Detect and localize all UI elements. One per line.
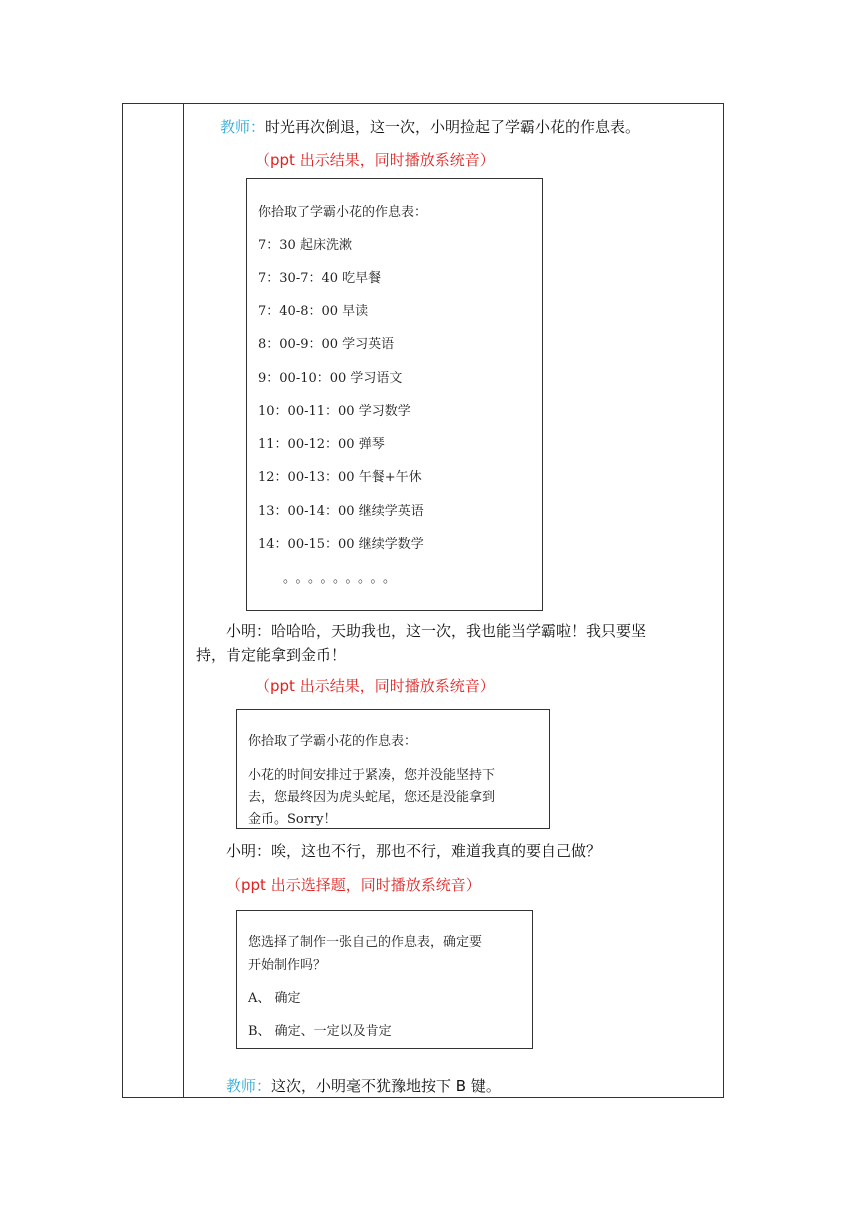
result-box: [236, 709, 550, 829]
xiaoming-line-1b: 持，肯定能拿到金币！: [196, 646, 347, 664]
teacher-text: 时光再次倒退，这一次，小明捡起了学霸小花的作息表。: [265, 118, 641, 136]
result-text-line: 小花的时间安排过于紧凑，您并没能坚持下: [248, 768, 496, 783]
ppt-note-3: （ppt 出示选择题，同时播放系统音）: [226, 876, 481, 894]
schedule-item: 13：00-14：00 继续学英语: [258, 504, 424, 519]
ppt-note-1: （ppt 出示结果，同时播放系统音）: [255, 151, 495, 169]
schedule-ellipsis: 。。。。。。。。。: [283, 571, 403, 586]
choice-option-b: B、 确定、一定以及肯定: [248, 1024, 392, 1039]
xiaoming-line-1a: 小明：哈哈哈，天助我也，这一次，我也能当学霸啦！我只要坚: [226, 622, 647, 640]
schedule-title: 你拾取了学霸小花的作息表：: [258, 205, 428, 220]
schedule-item: 7：30 起床洗漱: [258, 238, 352, 253]
result-text-line: 金币。Sorry！: [248, 812, 337, 827]
schedule-item: 14：00-15：00 继续学数学: [258, 537, 424, 552]
column-divider: [183, 104, 184, 1097]
schedule-item: 9：00-10：00 学习语文: [258, 371, 403, 386]
teacher-text: 这次，小明毫不犹豫地按下 B 键。: [271, 1077, 501, 1095]
teacher-line-1: [220, 116, 640, 138]
schedule-item: 11：00-12：00 弹琴: [258, 437, 385, 452]
choice-question-line: 您选择了制作一张自己的作息表，确定要: [248, 935, 483, 950]
xiaoming-line-2: 小明：唉，这也不行，那也不行，难道我真的要自己做？: [226, 842, 602, 860]
choice-box: [236, 910, 533, 1049]
teacher-label: 教师：: [226, 1077, 272, 1095]
schedule-item: 12：00-13：00 午餐+午休: [258, 470, 422, 485]
choice-option-a: A、 确定: [248, 991, 301, 1006]
teacher-label: 教师：: [220, 118, 266, 136]
schedule-item: 10：00-11：00 学习数学: [258, 404, 411, 419]
choice-question-line: 开始制作吗？: [248, 958, 327, 973]
schedule-item: 8：00-9：00 学习英语: [258, 337, 395, 352]
schedule-item: 7：30-7：40 吃早餐: [258, 271, 382, 286]
result-text-line: 去，您最终因为虎头蛇尾，您还是没能拿到: [248, 790, 496, 805]
schedule-item: 7：40-8：00 早读: [258, 304, 369, 319]
ppt-note-2: （ppt 出示结果，同时播放系统音）: [255, 677, 495, 695]
teacher-line-2: [226, 1075, 501, 1097]
result-title: 你拾取了学霸小花的作息表：: [248, 734, 418, 749]
schedule-box: [246, 178, 543, 611]
